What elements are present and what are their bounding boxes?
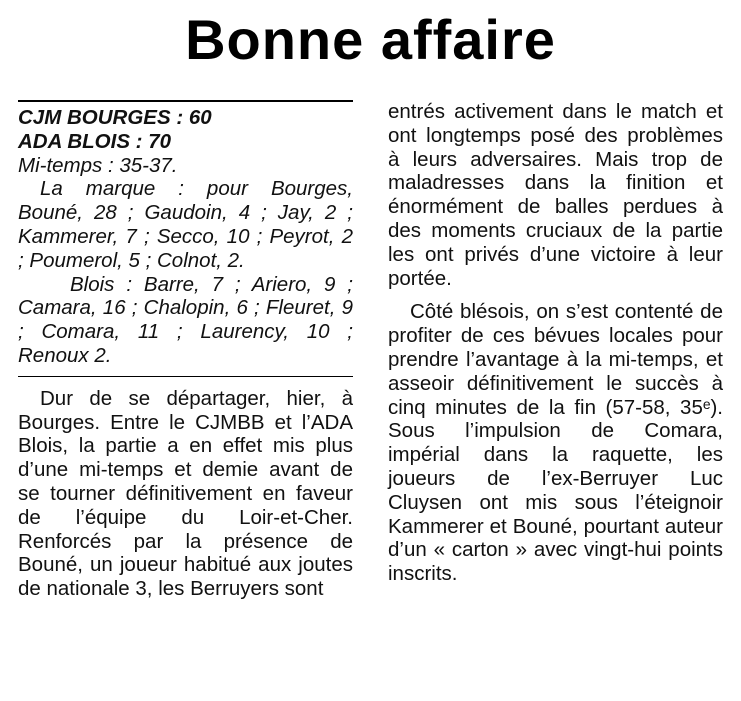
left-column [18,100,353,601]
top-rule [18,100,353,102]
scorers-blois: Blois : Barre, 7 ; Ariero, 9 ; Camara, 16 ; Chalopin, 6 ; Fleuret, 9 ; Comara, 11 ; Laurency, 10 ; Renoux 2. [18,272,353,367]
scorers-bourges: La marque : pour Bourges, Bouné, 28 ; Gaudoin, 4 ; Jay, 2 ; Kammerer, 7 ; Secco, 10 ; Peyrot, 2 ; Poumerol, 5 ; Colnot, 2. [18,177,353,272]
score-bourges: CJM BOURGES : 60 [18,106,212,129]
paragraph-gap [388,290,723,300]
article-paragraph-1-continued: entrés activement dans le match et ont longtemps posé des problèmes à leurs adversaires. Mais trop de maladresses dans la finition et énormément de balles perdues à des moments cruciaux de la partie les ont privés d’une victoire à leur portée. [388,100,723,290]
headline: Bonne affaire [185,8,556,71]
article-paragraph-2: Côté blésois, on s’est contenté de profiter de ces bévues locales pour prendre l’avantage à la mi-temps, et asseoir définitivement le succès à cinq minutes de la fin (57-58, 35ᵉ). Sous l’impulsion de Comara, impérial dans la raquette, les joueurs de l’ex-Berruyer Luc Cluysen ont mis sous l’éteignoir Kammerer et Bouné, pourtant auteur d’un « carton » avec vingt-hui points inscrits. [388,300,723,586]
article-paragraph-1: Dur de se départager, hier, à Bourges. Entre le CJMBB et l’ADA Blois, la partie a en effet mis plus d’une mi-temps et demie avant de se tourner définitivement en faveur de l’équipe du Loir-et-Cher. Renforcés par la présence de Bouné, un joueur habitué aux joutes de nationale 3, les Berruyers sont [18,386,353,601]
score-blois: ADA BLOIS : 70 [18,129,172,153]
box-separator [18,376,353,377]
halftime-score: Mi-temps : 35-37. [18,153,178,177]
right-column [388,100,723,586]
